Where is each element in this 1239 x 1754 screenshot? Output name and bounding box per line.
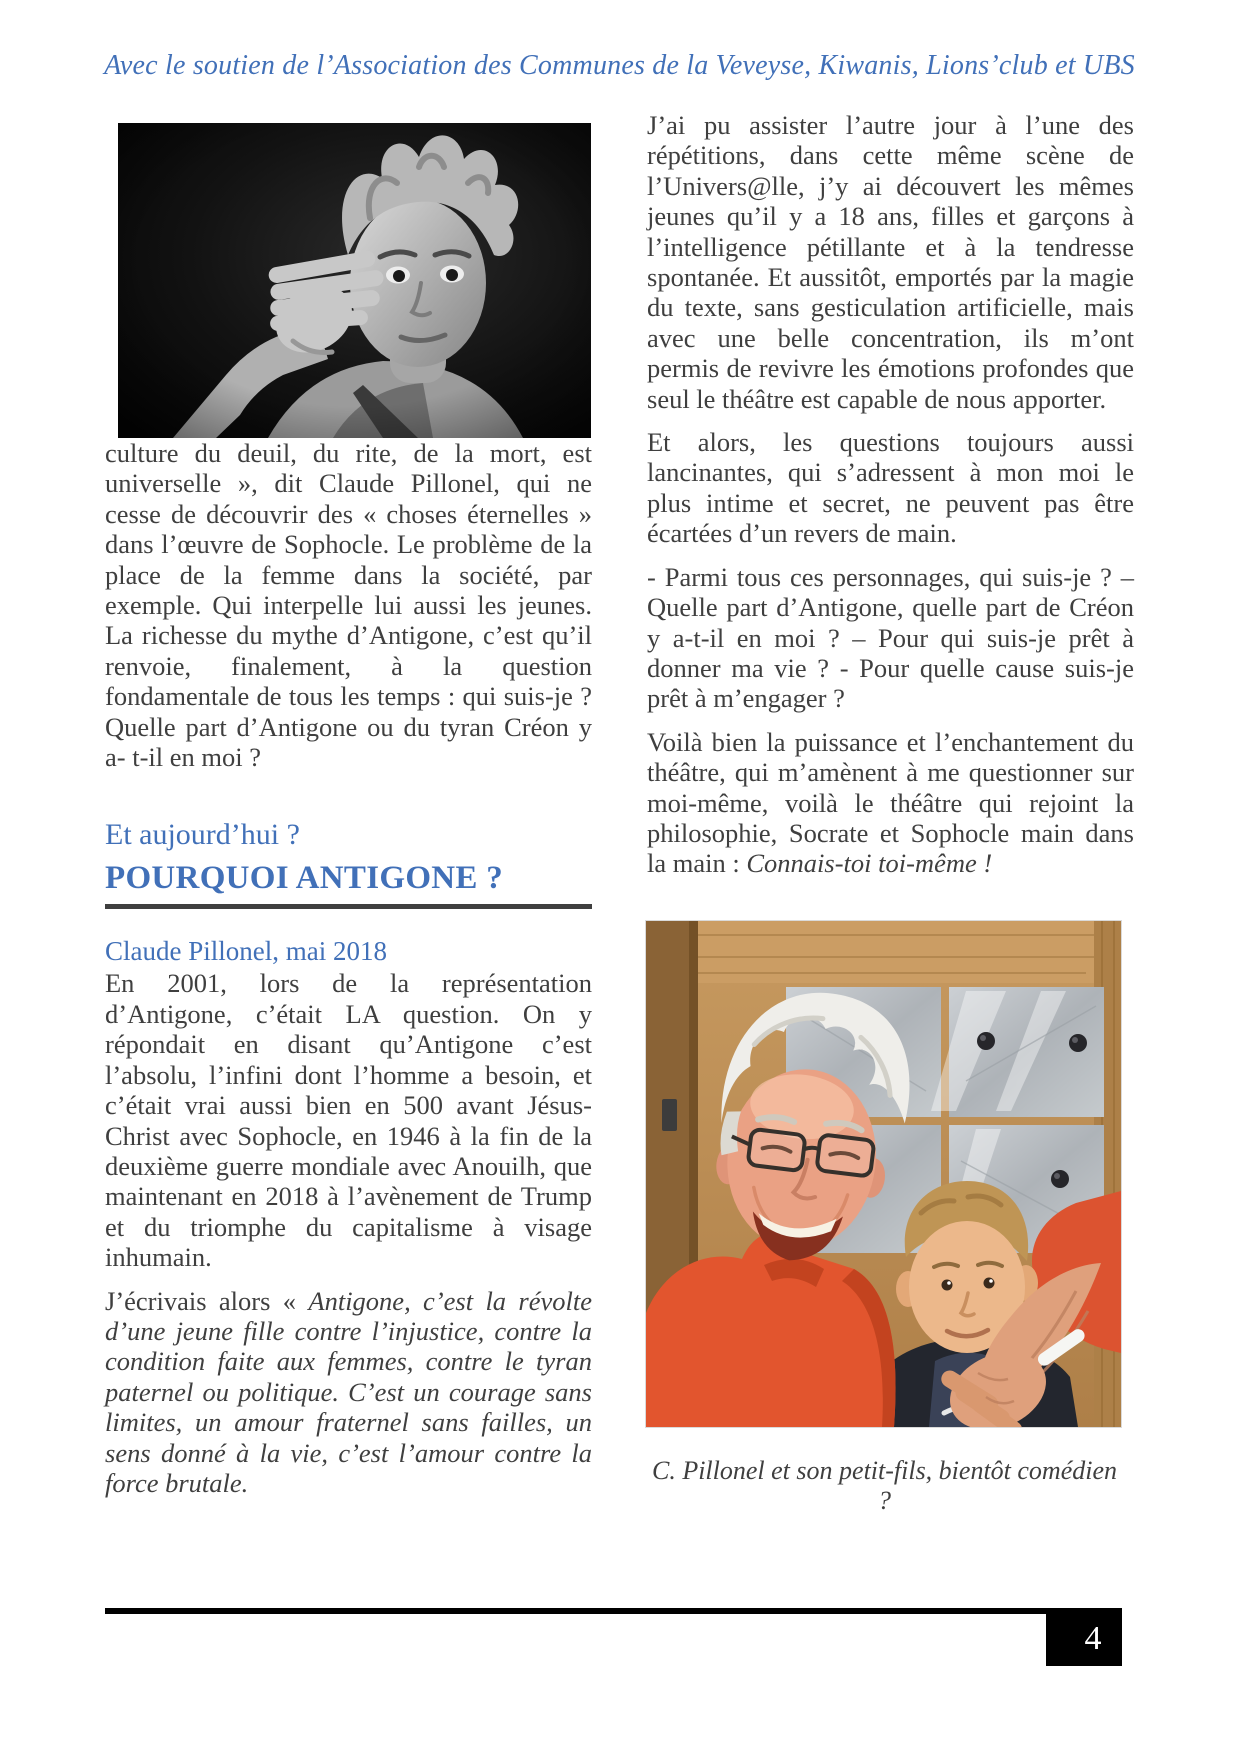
photo-caption: C. Pillonel et son petit-fils, bientôt comédien ? [651,1455,1118,1515]
grandfather-grandson-photo-art [646,921,1121,1427]
paragraph-jecrivais [105,1286,592,1499]
right-column [647,110,1134,1516]
support-credit-line: Avec le soutien de l’Association des Communes de la Veveyse, Kiwanis, Lions’club et UBS [104,50,1135,81]
footer-rule [105,1608,1122,1614]
voila-lead: Voilà bien la puissance et l’enchantement du théâtre, qui m’amènent à me questionner sur moi-même, voilà le théâtre qui rejoint la philosophie, Socrate et Sophocle main dans la main : [647,726,1134,879]
hinge-detail [662,1099,677,1131]
quote-italic: Antigone, c’est la révolte d’une jeune fille contre l’injustice, contre la condition faite aux femmes, contre le tyran paternel ou politique. C’est un courage sans limites, un amour fraternel sans failles, un sens donné à la vie, c’est l’amour contre la force brutale. [105,1285,592,1498]
paragraph-repetitions: J’ai pu assister l’autre jour à l’une des répétitions, dans cette même scène de l’Univers@lle, j’y ai découvert les mêmes jeunes qu’il y a 18 ans, filles et garçons à l’intelligence pétillante et à la tendresse spontanée. Et aussitôt, emportés par la magie du texte, sans gesticulation artificielle, mais avec une belle concentration, ils m’ont permis de revivre les émotions profondes que seul le théâtre est capable de nous apporter. [647,110,1134,414]
left-column [105,110,592,1511]
byline-author-date: Claude Pillonel, mai 2018 [105,936,387,967]
page-number-box [1046,1611,1122,1666]
saluting-youth-photo-art [118,123,591,438]
paragraph-en-2001: En 2001, lors de la représentation d’Antigone, c’était LA question. On y répondait en disant qu’Antigone c’est l’absolu, l’infini dont l’homme a besoin, et c’était vrai aussi bien en 500 avant Jésus-Christ avec Sophocle, en 1946 à la fin de la deuxième guerre mondiale avec Anouilh, que maintenant en 2018 à l’avènement de Trump et du triomphe du capitalisme à visage inhumain. [105,968,592,1273]
connais-toi-italic: Connais-toi toi-même ! [746,848,993,879]
saluting-youth-photo [118,123,591,438]
paragraph-questions: Et alors, les questions toujours aussi lancinantes, qui s’adressent à mon moi le plus intime et secret, ne peuvent pas être écartées d’un revers de main. [647,427,1134,549]
heading-pourquoi-antigone: POURQUOI ANTIGONE ? [105,860,504,897]
grandfather-grandson-photo [645,920,1122,1428]
paragraph-puissance-theatre [647,727,1134,879]
paragraph-parmi-personnages: - Parmi tous ces personnages, qui suis-je ? – Quelle part d’Antigone, quelle part de Créon y a-t-il en moi ? – Pour qui suis-je prêt à donner ma vie ? - Pour quelle cause suis-je prêt à m’engager ? [647,561,1134,714]
section-divider [105,904,592,909]
page-number: 4 [1084,1619,1102,1657]
quote-lead: J’écrivais alors « [105,1285,309,1316]
paragraph-culture-deuil: culture du deuil, du rite, de la mort, est universelle », dit Claude Pillonel, qui ne cesse de découvrir des « choses éternelles » dans l’œuvre de Sophocle. Le problème de la place de la femme dans la société, par exemple. Qui interpelle lui aussi les jeunes. La richesse du mythe d’Antigone, c’est qu’il renvoie, finalement, à la question fondamentale de tous les temps : qui suis-je ? Quelle part d’Antigone ou du tyran Créon y a- t-il en moi ? [105,438,592,773]
subheading-et-aujourdhui: Et aujourd’hui ? [105,818,300,852]
